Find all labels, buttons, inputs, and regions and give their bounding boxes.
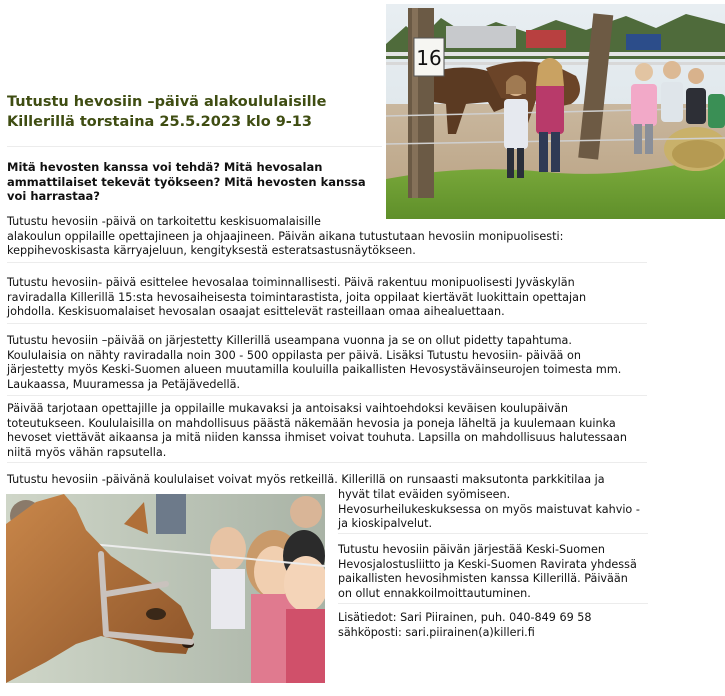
- side-line: ja kioskipalvelut.: [338, 517, 433, 531]
- divider: [7, 262, 647, 263]
- paragraph-intro: [7, 215, 563, 259]
- divider: [7, 462, 647, 463]
- divider: [338, 533, 648, 534]
- paddock-scene: [386, 4, 725, 219]
- info-organizers: [338, 543, 637, 601]
- paragraph-line: keppihevoskisasta kärryajeluun, kengityksestä esteratsastusnäytökseen.: [7, 244, 416, 258]
- paragraph-line: niitä myös vähän rapsutella.: [7, 445, 167, 459]
- subhead-line: Mitä hevosten kanssa voi tehdä? Mitä hevosalan: [7, 160, 323, 174]
- email-line: [338, 626, 591, 641]
- page-title: [7, 92, 377, 132]
- title-line: Killerillä torstaina 25.5.2023 klo 9-13: [7, 114, 312, 130]
- photo-children-at-paddock: [386, 4, 725, 219]
- paragraph-excursion: [7, 473, 605, 488]
- divider: [7, 323, 647, 324]
- side-line: on ollut ennakkoilmoittautuminen.: [338, 586, 531, 600]
- foal-scene: [6, 494, 325, 683]
- subhead-line: voi harrastaa?: [7, 189, 100, 203]
- paragraph-history: [7, 334, 621, 392]
- divider: [338, 603, 648, 604]
- email-label: sähköposti:: [338, 625, 402, 639]
- paragraph-line: Tutustu hevosiin -päivä on tarkoitettu keskisuomalaisille: [7, 215, 321, 228]
- paragraph-line: johdolla. Keskisuomalaiset hevosalan osaajat esittelevät rasteillaan omaa aihealuettaan.: [7, 305, 505, 319]
- child-figure: [210, 527, 246, 629]
- contact-name: Sari Piirainen, puh. 040-849 69 58: [400, 611, 592, 624]
- paragraph-line: hevoset viettävät aikaansa ja mitä niiden kanssa ihmiset voivat touhuta. Lapsilla on mahdollisuus halutessaan: [7, 431, 627, 445]
- side-line: Hevosurheilukeskuksessa on myös maistuvat kahvio -: [338, 502, 640, 516]
- paragraph-line: Päivää tarjotaan opettajille ja oppilaille mukavaksi ja antoisaksi vaihtoehdoksi keväisen koulupäivän: [7, 402, 568, 415]
- paragraph-line: Koululaisia on nähty raviradalla noin 300 - 500 oppilasta per päivä. Lisäksi Tutustu hevosiin- päivää on: [7, 348, 581, 362]
- contact-info: [338, 611, 591, 640]
- paragraph-line: raviradalla Killerillä 15:sta hevosaiheisesta toimintarastista, joita oppilaat kiertävät luokittain opettajan: [7, 290, 587, 304]
- side-line: hyvät tilat eväiden syömiseen.: [338, 488, 511, 501]
- info-facilities: [338, 488, 640, 532]
- title-line: Tutustu hevosiin –päivä alakoululaisille: [7, 94, 327, 110]
- paragraph-line: Tutustu hevosiin -päivänä koululaiset voivat myös retkeillä. Killerillä on runsaasti maksutonta parkkitilaa ja: [7, 473, 605, 486]
- paragraph-program: [7, 276, 586, 320]
- side-line: Tutustu hevosiin päivän järjestää Keski-Suomen: [338, 543, 605, 556]
- email-address[interactable]: sari.piirainen(a)killeri.fi: [405, 625, 535, 639]
- contact-label: Lisätiedot:: [338, 611, 397, 624]
- side-line: Hevosjalostusliitto ja Keski-Suomen Ravirata yhdessä: [338, 557, 637, 571]
- divider: [7, 146, 382, 147]
- divider: [7, 395, 647, 396]
- paragraph-offer: [7, 402, 627, 460]
- subhead-line: ammattilaiset tekevät työkseen? Mitä hevosten kanssa: [7, 174, 366, 189]
- paragraph-line: alakoulun oppilaille opettajineen ja ohjaajineen. Päivän aikana tutustutaan hevosiin monipuolisesti:: [7, 229, 564, 243]
- paragraph-line: Tutustu hevosiin –päivää on järjestetty Killerillä useampana vuonna ja se on ollut pidetty tapahtuma.: [7, 334, 572, 347]
- photo-foal-and-children: [6, 494, 325, 683]
- paragraph-line: Laukaassa, Muuramessa ja Petäjävedellä.: [7, 377, 241, 391]
- contact-line: [338, 611, 591, 626]
- side-line: paikallisten hevosihmisten kanssa Killerillä. Päivään: [338, 572, 628, 586]
- paragraph-line: Tutustu hevosiin- päivä esittelee hevosalaa toiminnallisesti. Päivä rakentuu monipuolisesti Jyväskylän: [7, 276, 575, 289]
- paddock-sign-number: 16: [416, 46, 442, 70]
- paragraph-line: järjestetty myös Keski-Suomen alueen muutamilla kouluilla paikallisten Hevosystäväinseurojen toimesta mm.: [7, 363, 622, 377]
- intro-questions: [7, 160, 387, 204]
- paragraph-line: toteutukseen. Koululaisilla on mahdollisuus päästä näkemään hevosia ja poneja läheltä ja kuulemaan kuinka: [7, 416, 616, 430]
